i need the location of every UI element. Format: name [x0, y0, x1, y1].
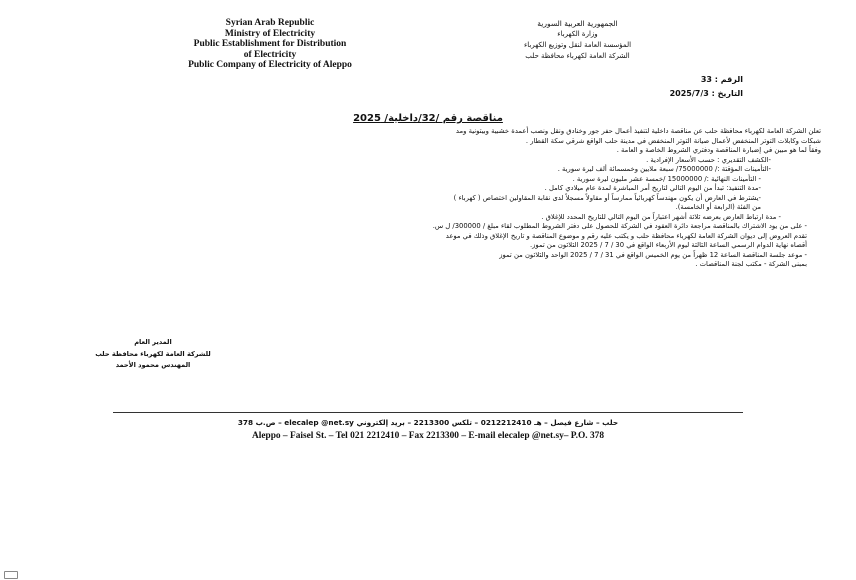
- header-arabic: [520, 18, 635, 62]
- body-line: شبكات وكابلات التوتر المنخفض لأعمال صيانة التوتر المنخفض في مدينة حلب الواقع شرقي سكة القطار .: [525, 136, 821, 145]
- body-line: من الفئة (الرابعة أو الخامسة).: [675, 203, 761, 211]
- header-english-line: Public Establishment for Distribution: [193, 39, 347, 49]
- body-line: تعلن الشركة العامة لكهرباء محافظة حلب عن مناقصة داخلية لتنفيذ أعمال حفر جور وخنادق ونقل ونصب أعمدة خشبية وبيتونية ومد: [455, 127, 821, 135]
- body-line: - التأمينات النهائية :/ 15000000 /خمسة عشر مليون ليرة سورية .: [572, 174, 761, 183]
- signature-name: المهندس محمود الأحمد: [115, 361, 191, 369]
- signature-block: [68, 337, 238, 372]
- body-line: تقدم العروض إلى ديوان الشركة العامة لكهرباء محافظة حلب و يكتب عليه رقم و موضوع المناقصة و تاريخ الإغلاق وذلك في موعد: [445, 231, 807, 240]
- header-arabic-line: المؤسسة العامة لنقل وتوزيع الكهرباء: [523, 41, 632, 49]
- header-english-line: Syrian Arab Republic: [225, 18, 315, 28]
- body-line: -مدة التنفيذ: تبدأ من اليوم التالي لتاريخ أمر المباشرة لمدة عام ميلادي كامل .: [544, 184, 761, 192]
- body-line: -الكشف التقديري : حسب الأسعار الإفرادية .: [646, 155, 771, 164]
- signature-company: للشركة العامة لكهرباء محافظة حلب: [95, 349, 211, 358]
- header-english-line: Ministry of Electricity: [224, 28, 316, 39]
- reference-block: [670, 73, 743, 101]
- header-arabic-line: وزارة الكهرباء: [557, 30, 598, 38]
- body-line: بمبنى الشركة - مكتب لجنة المناقصات .: [695, 260, 807, 268]
- footer-divider: [113, 412, 743, 413]
- header-english-line: Public Company of Electricity of Aleppo: [188, 60, 352, 70]
- body-line: أقصاه نهاية الدوام الرسمي الساعة الثالثة ليوم الأربعاء الواقع في 30 / 7 / 2025 الثلاثون من تموز.: [529, 241, 807, 249]
- footer-arabic: حلب – شارع فيصل – هـ 0212212410 – تلكس 2213300 – بريد إلكتروني elecalep @net.sy – ص.ب 378: [237, 418, 619, 427]
- body-line: - مدة ارتباط العارض بعرضه ثلاثة أشهر اعتباراً من اليوم التالي للتاريخ المحدد للإغلاق .: [541, 212, 781, 221]
- tender-title-text: مناقصة رقم /32/داخلية/ 2025: [353, 113, 503, 124]
- tender-title: [0, 113, 856, 124]
- reference-date: التاريخ : 2025/7/3: [669, 89, 743, 98]
- header-english-line: of Electricity: [243, 49, 297, 60]
- header-english: [120, 18, 420, 71]
- reference-number: الرقم : 33: [700, 75, 743, 84]
- announcement-body: [113, 127, 821, 270]
- header-arabic-line: الشركة العامة لكهرباء محافظة حلب: [525, 52, 630, 60]
- corner-badge-icon: [4, 571, 18, 579]
- body-line: -يشترط في العارض أن يكون مهندساً كهربائياً ممارساً أو مقاولاً مسجلاً لدى نقابة المقاولين اختصاص ( كهرباء ): [453, 193, 761, 202]
- body-line: وفقاً لما هو مبين في إضبارة المناقصة ودفتري الشروط الخاصة و العامة .: [616, 146, 821, 154]
- header-arabic-line: الجمهورية العربية السورية: [537, 19, 618, 28]
- body-line: - موعد جلسة المناقصة الساعة 12 ظهراً من يوم الخميس الواقع في 31 / 7 / 2025 الواحد والثلاثون من تموز: [499, 250, 807, 259]
- footer-english: Aleppo – Faisel St. – Tel 021 2212410 – Fax 2213300 – E-mail elecalep @net.sy– P.O. 378: [251, 431, 605, 441]
- body-line: -التأمينات المؤقتة :/ 75000000/ سبعة ملايين وخمسمائة ألف ليرة سورية .: [557, 165, 771, 173]
- signature-title: المدير العام: [134, 338, 172, 346]
- body-line: - على من يود الاشتراك بالمناقصة مراجعة دائرة العقود في الشركة للحصول على دفتر الشروط المطلوب لقاء مبلغ / 300000/ ل س.: [432, 222, 807, 230]
